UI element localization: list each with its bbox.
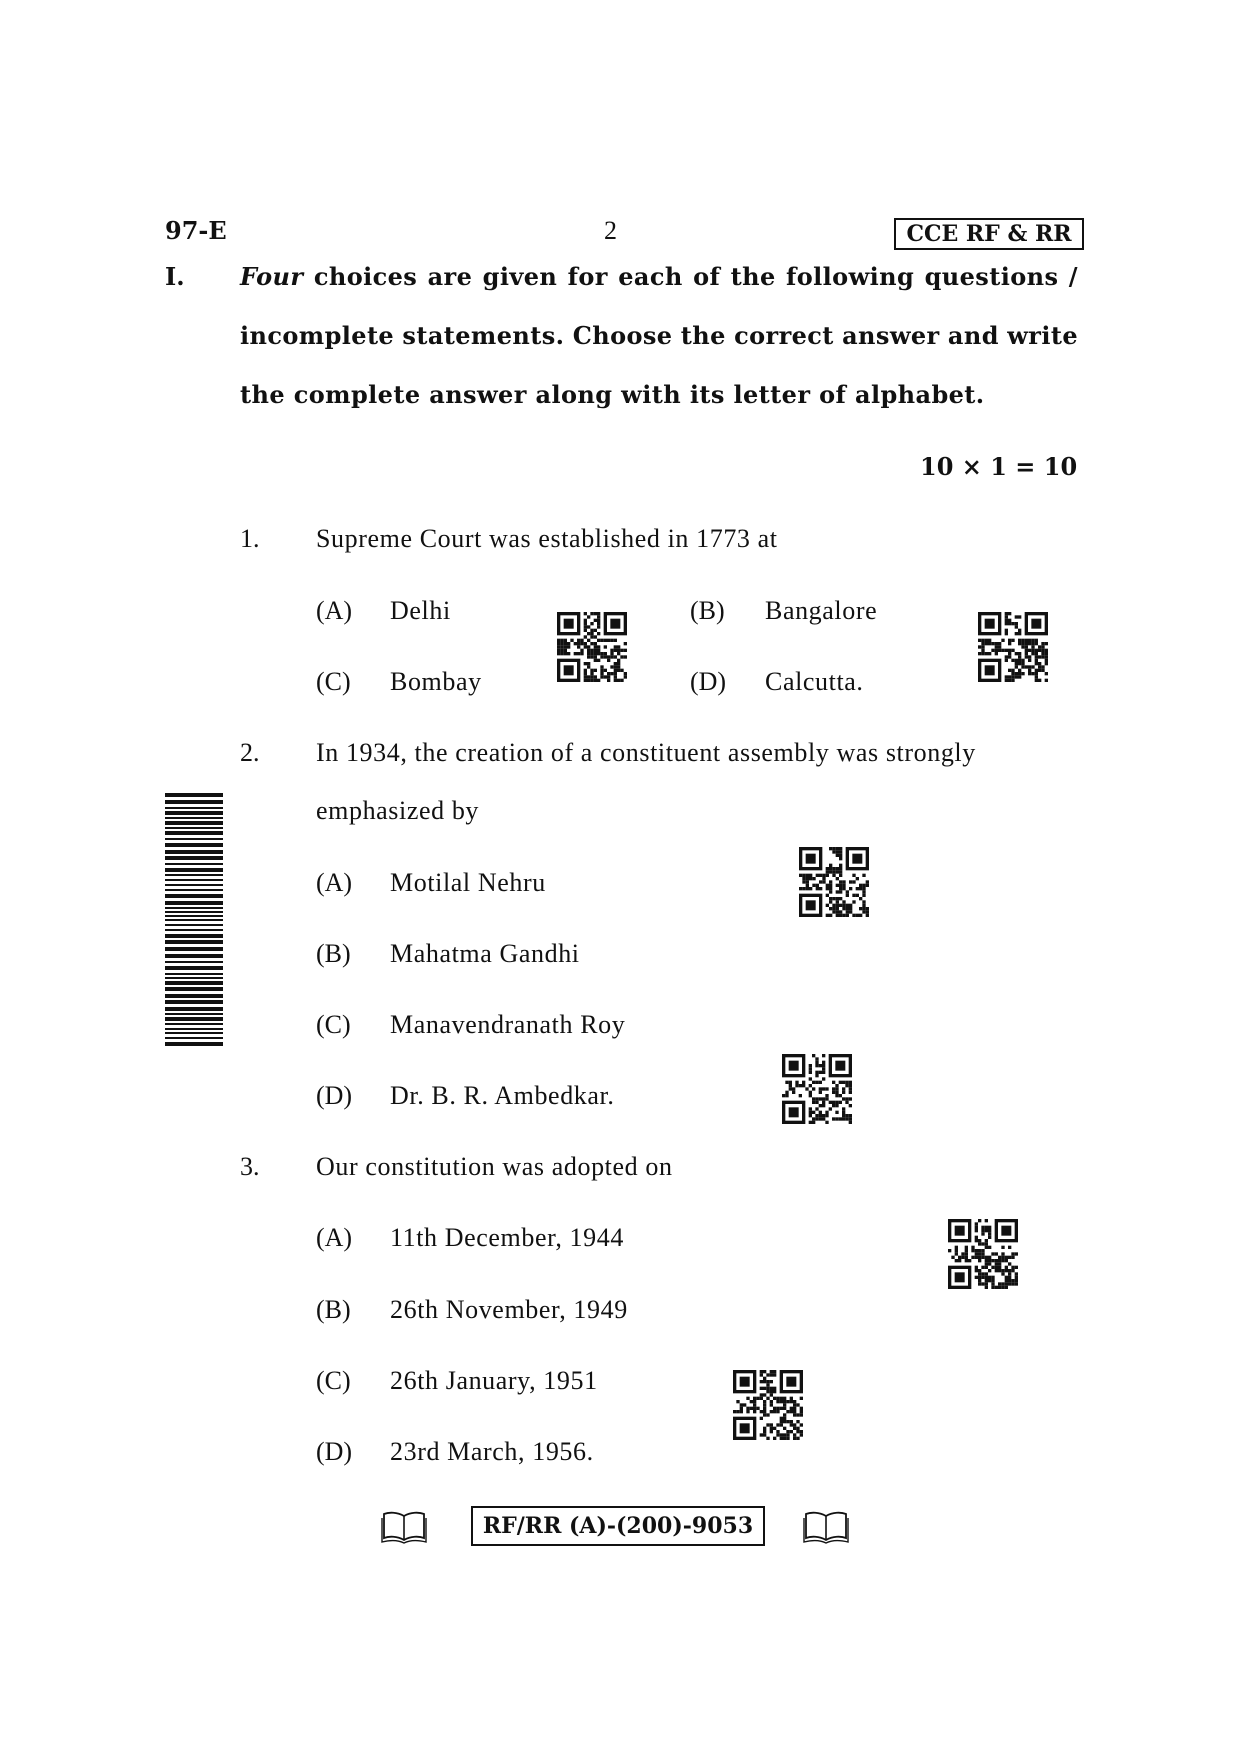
instruction-word: each — [618, 262, 683, 291]
option-text: 23rd March, 1956. — [390, 1437, 594, 1466]
instruction-word: are — [427, 262, 473, 291]
instruction-word: the — [680, 321, 726, 350]
qr-code-icon — [557, 612, 627, 682]
instruction-word: of — [693, 262, 721, 291]
instruction-word: Four — [240, 262, 304, 291]
instruction-word: write — [1007, 321, 1078, 350]
option-text: 26th January, 1951 — [390, 1366, 598, 1395]
instruction-word: incomplete — [240, 321, 395, 350]
option-label: (B) — [316, 939, 351, 968]
option-text: Bombay — [390, 667, 482, 696]
instruction-line-1 — [240, 262, 1078, 291]
option-label: (D) — [316, 1437, 353, 1466]
option-label: (C) — [316, 1366, 351, 1395]
instruction-word: choices — [313, 262, 418, 291]
book-icon — [381, 1510, 427, 1544]
marks-allocation: 10 × 1 = 10 — [920, 452, 1078, 481]
instruction-word: Choose — [572, 321, 673, 350]
option-label: (D) — [690, 667, 727, 696]
instruction-word: / — [1068, 262, 1078, 291]
page-number: 2 — [604, 216, 617, 245]
qr-code-icon — [733, 1370, 803, 1440]
question-number: 1. — [240, 524, 260, 553]
question-text: Our constitution was adopted on — [316, 1152, 673, 1181]
option-label: (D) — [316, 1081, 353, 1110]
question-number: 3. — [240, 1152, 260, 1181]
exam-tag-box: CCE RF & RR — [894, 218, 1084, 250]
question-number: 2. — [240, 738, 260, 767]
qr-code-icon — [799, 847, 869, 917]
option-text: Mahatma Gandhi — [390, 939, 580, 968]
instruction-word: answer — [842, 321, 940, 350]
option-text: Delhi — [390, 596, 451, 625]
instruction-word: following — [786, 262, 915, 291]
qr-code-icon — [978, 612, 1048, 682]
option-label: (A) — [316, 596, 353, 625]
footer-code-box: RF/RR (A)-(200)-9053 — [471, 1506, 765, 1546]
option-label: (A) — [316, 1223, 353, 1252]
section-number: I. — [165, 262, 185, 291]
instruction-word: and — [947, 321, 999, 350]
qr-code-icon — [948, 1219, 1018, 1289]
book-icon — [803, 1510, 849, 1544]
instruction-line-3: the complete answer along with its letter of alphabet. — [240, 380, 985, 409]
paper-code: 97-E — [165, 216, 227, 245]
instruction-word: given — [482, 262, 558, 291]
option-label: (A) — [316, 868, 353, 897]
option-text: Manavendranath Roy — [390, 1010, 626, 1039]
option-text: 26th November, 1949 — [390, 1295, 628, 1324]
option-label: (B) — [690, 596, 725, 625]
instruction-word: statements. — [402, 321, 565, 350]
qr-code-icon — [782, 1054, 852, 1124]
instruction-line-2 — [240, 321, 1078, 350]
question-text: Supreme Court was established in 1773 at — [316, 524, 778, 553]
instruction-word: the — [730, 262, 776, 291]
option-text: Motilal Nehru — [390, 868, 546, 897]
question-text-line: In 1934, the creation of a constituent assembly was strongly — [316, 738, 976, 767]
instruction-word: for — [567, 262, 608, 291]
option-text: Calcutta. — [765, 667, 864, 696]
option-text: Bangalore — [765, 596, 878, 625]
instruction-word: correct — [734, 321, 834, 350]
barcode-icon — [165, 793, 223, 1048]
option-label: (C) — [316, 667, 351, 696]
option-label: (C) — [316, 1010, 351, 1039]
option-label: (B) — [316, 1295, 351, 1324]
option-text: Dr. B. R. Ambedkar. — [390, 1081, 615, 1110]
question-text-line: emphasized by — [316, 796, 480, 825]
instruction-word: questions — [924, 262, 1059, 291]
question-text — [316, 738, 1076, 768]
option-text: 11th December, 1944 — [390, 1223, 624, 1252]
